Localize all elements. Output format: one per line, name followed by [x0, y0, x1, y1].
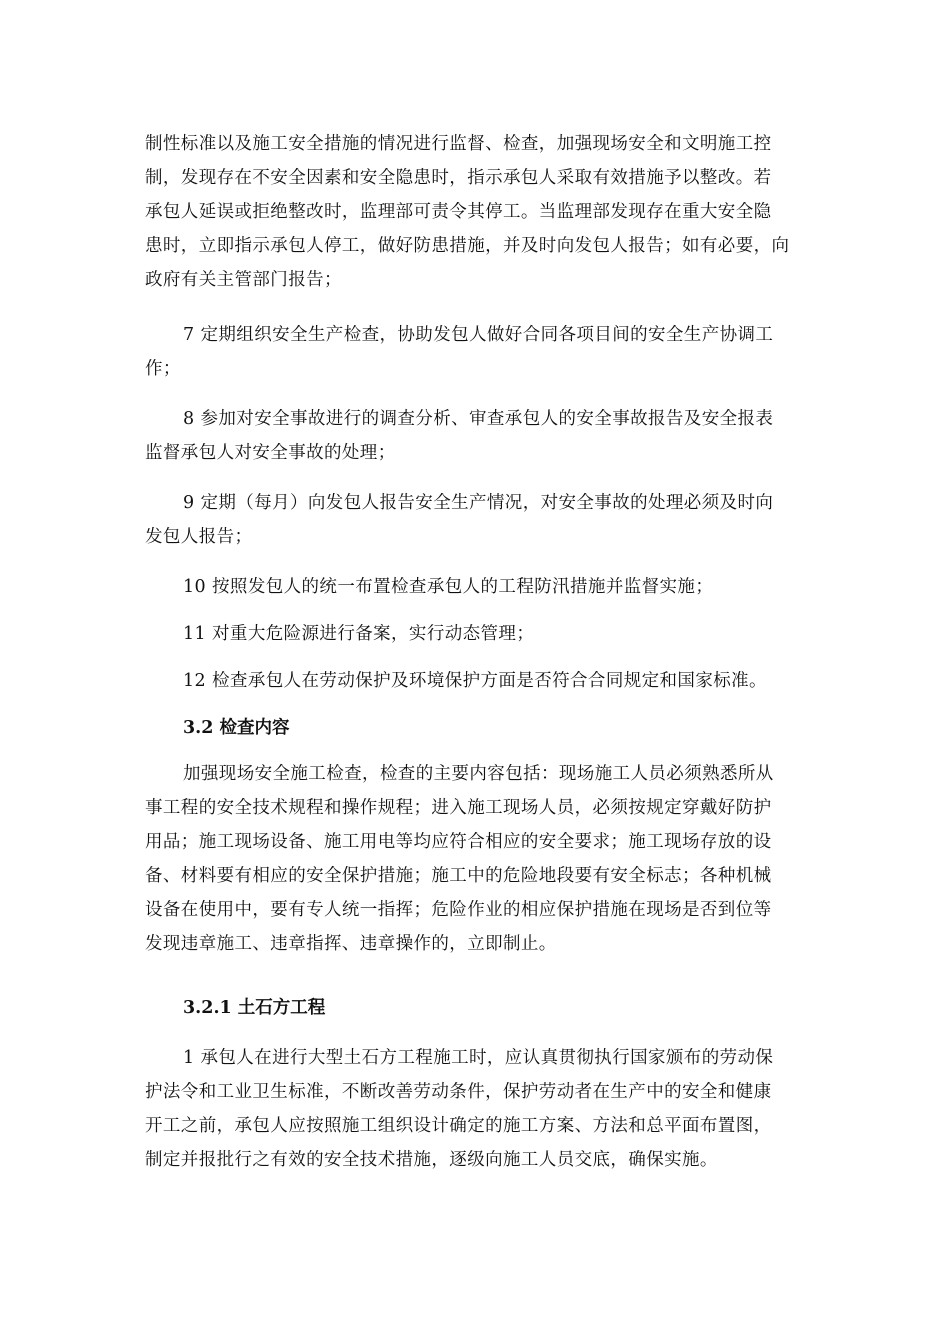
text-line: 制定并报批行之有效的安全技术措施，逐级向施工人员交底，确保实施。 — [145, 1150, 718, 1170]
list-item-11 — [145, 617, 810, 651]
section-heading-3-2: 3.2 检查内容 — [183, 718, 290, 738]
text-line: 开工之前，承包人应按照施工组织设计确定的施工方案、方法和总平面布置图， — [145, 1116, 772, 1136]
list-item-8 — [145, 402, 810, 470]
text-line: 制性标准以及施工安全措施的情况进行监督、检查，加强现场安全和文明施工控 — [145, 134, 772, 154]
list-item-9 — [145, 486, 810, 554]
list-item-10 — [145, 570, 810, 604]
text-line: 加强现场安全施工检查，检查的主要内容包括：现场施工人员必须熟悉所从 — [183, 764, 774, 784]
text-line: 监督承包人对安全事故的处理； — [145, 443, 396, 463]
text-line: 护法令和工业卫生标准，不断改善劳动条件，保护劳动者在生产中的安全和健康 — [145, 1082, 772, 1102]
text-line: 发包人报告； — [145, 527, 253, 547]
text-line: 11 对重大危险源进行备案，实行动态管理； — [183, 624, 535, 644]
section-heading-3-2-1: 3.2.1 土石方工程 — [183, 998, 326, 1018]
paragraph-inspection-content — [145, 757, 810, 961]
text-line: 10 按照发包人的统一布置检查承包人的工程防汛措施并监督实施； — [183, 577, 714, 597]
text-line: 政府有关主管部门报告； — [145, 270, 342, 290]
text-line: 1 承包人在进行大型土石方工程施工时，应认真贯彻执行国家颁布的劳动保 — [183, 1048, 774, 1068]
list-item-7 — [145, 318, 810, 386]
text-line: 8 参加对安全事故进行的调查分析、审查承包人的安全事故报告及安全报表 — [183, 409, 774, 429]
text-line: 制，发现存在不安全因素和安全隐患时，指示承包人采取有效措施予以整改。若 — [145, 168, 772, 188]
text-line: 承包人延误或拒绝整改时，监理部可责令其停工。当监理部发现存在重大安全隐 — [145, 202, 772, 222]
text-line: 作； — [145, 359, 181, 379]
text-line: 7 定期组织安全生产检查，协助发包人做好合同各项目间的安全生产协调工 — [183, 325, 774, 345]
text-line: 用品；施工现场设备、施工用电等均应符合相应的安全要求；施工现场存放的设 — [145, 832, 772, 852]
text-line: 患时，立即指示承包人停工，做好防患措施，并及时向发包人报告；如有必要，向 — [145, 236, 790, 256]
text-line: 9 定期（每月）向发包人报告安全生产情况，对安全事故的处理必须及时向 — [183, 493, 774, 513]
text-line: 发现违章施工、违章指挥、违章操作的，立即制止。 — [145, 934, 557, 954]
paragraph-earthwork — [145, 1041, 810, 1177]
text-line: 事工程的安全技术规程和操作规程；进入施工现场人员，必须按规定穿戴好防护 — [145, 798, 772, 818]
text-line: 设备在使用中，要有专人统一指挥；危险作业的相应保护措施在现场是否到位等 — [145, 900, 772, 920]
list-item-12 — [145, 664, 810, 698]
text-line: 备、材料要有相应的安全保护措施；施工中的危险地段要有安全标志；各种机械 — [145, 866, 772, 886]
paragraph-supervision-continued — [145, 127, 810, 297]
text-line: 12 检查承包人在劳动保护及环境保护方面是否符合合同规定和国家标准。 — [183, 671, 767, 691]
